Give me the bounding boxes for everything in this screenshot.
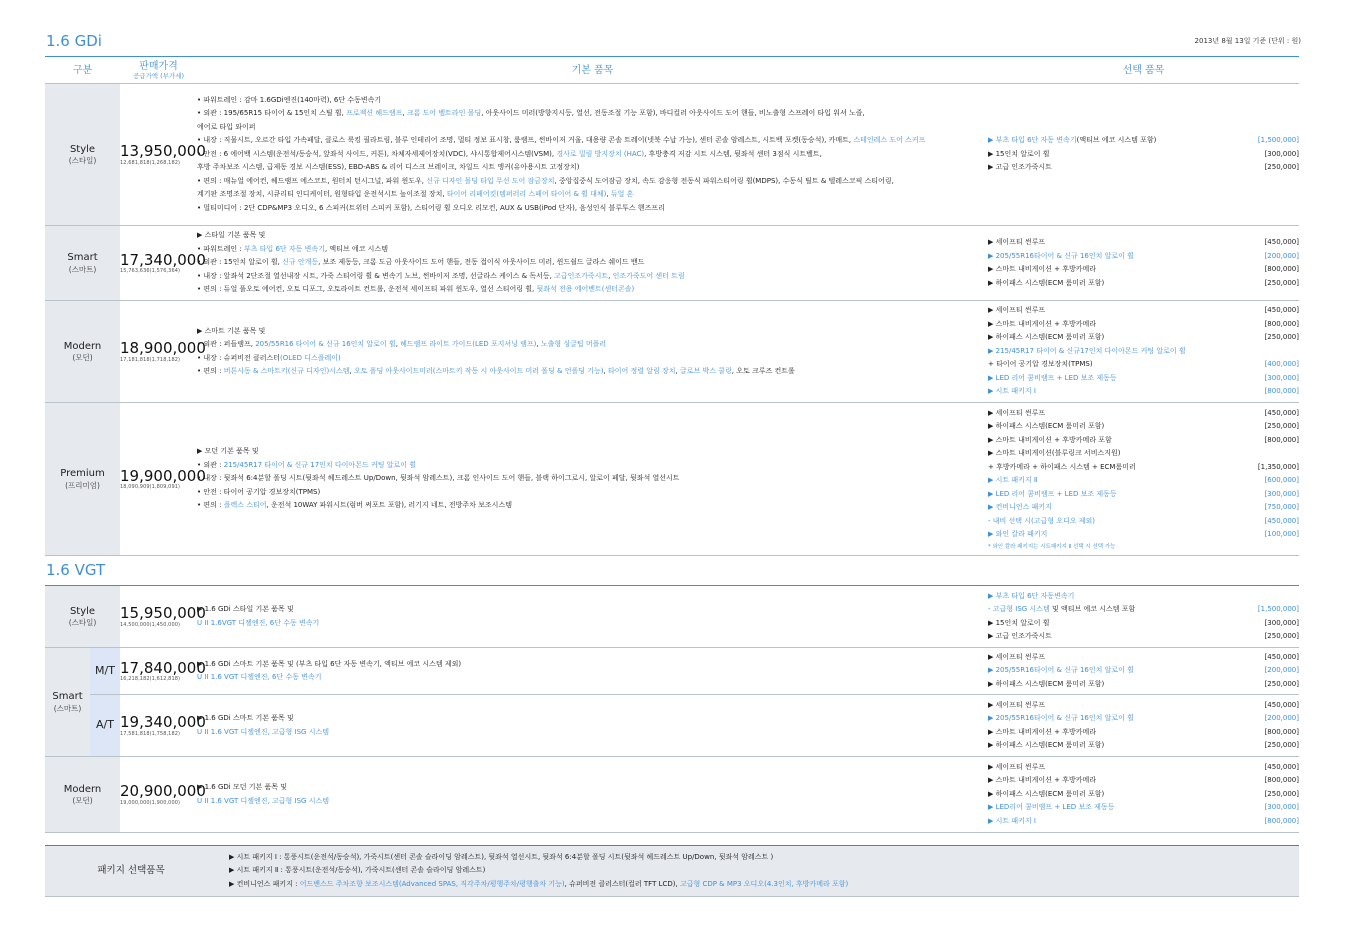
option-row: + 타이어 공기압 경보장치(TPMS) [400,000] [988,358,1299,372]
option-row: ▶ 부츠 타입 6단 자동변속기 [988,591,1075,600]
option-row: ▶ 205/55R16타이어 & 신규 16인치 알로이 휠 [200,000] [988,712,1299,726]
option-price: [800,000] [1264,265,1299,273]
option-price: [1,500,000] [1257,605,1299,613]
option-price: [200,000] [1264,251,1299,260]
item-line: • 편의 : 플렉스 스티어, 운전석 10WAY 파워시트(럼버 써포트 포함), 러기지 네트, 전방주차 보조시스템 [197,501,512,510]
option-row: ▶ 고급 인조가죽시트 [250,000] [988,630,1299,644]
item-line: 후방 주차보조 시스템, 급제동 경보 시스템(ESS), EBD-ABS & 리어 디스크 브레이크, 차일드 시트 앵커(유아용시트 고정장치) [197,163,580,172]
trim-name: Style [69,143,96,155]
trim-name-cell [45,301,120,403]
option-items [988,403,1299,556]
item-line: • 외관 : 퍼들램프, 205/55R16 타이어 & 신규 16인치 알로이 휠, 헤드램프 라이트 가이드(LED 포지셔닝 램프), 노출형 싱글팁 머플러 [197,340,607,348]
option-note: * 와인 칼라 패키지는 시트패키지 Ⅱ 선택 시 선택 가능 [988,543,1116,550]
option-row: ▶ 컨비니언스 패키지 [750,000] [988,501,1299,515]
trim-price: 19,900,000 [120,466,206,485]
option-row: ▶ 세이프티 썬루프 [450,000] [988,407,1299,421]
trim-name-cell [45,648,90,757]
option-row: ▶ 스마트 내비게이션 + 후방카메라 포함 [800,000] [988,434,1299,448]
item-line: ▶ 1.6 GDi 스타일 기본 품목 및 [197,605,294,613]
option-price: [450,000] [1264,238,1299,246]
option-row: - 내비 선택 시(고급형 오디오 제외) [450,000] [988,515,1299,529]
basic-items [197,226,988,301]
option-row: ▶ 하이패스 시스템(ECM 룸미러 포함) [250,000] [988,420,1299,434]
trim-subname: (모던) [72,796,93,806]
option-row: ▶ 세이프티 썬루프 [450,000] [988,761,1299,775]
item-line: • 외관 : 215/45R17 타이어 & 신규 17인치 다이아몬드 커팅 알로이 휠 [197,460,416,469]
item-line: • 안전 : 6 에어백 시스템(운전석/동승석, 앞좌석 사이드, 커튼), 차체자세제어장치(VDC), 샤시통합제어시스템(VSM), 경사로 밀림 방지장치 (HAC), 후방충격 저감 시트 시스템, 뒷좌석 센터 3점식 시트벨트, [197,149,822,158]
option-price: [250,000] [1264,278,1299,287]
trim-row [45,301,1299,403]
option-row: ▶ 시트 패키지 Ⅰ [800,000] [988,815,1299,829]
option-price: [250,000] [1264,632,1299,640]
item-line: • 외관 : 195/65R15 타이어 & 15인치 스틸 휠, 프로젝션 헤드램프, 크롬 도어 벨트라인 몰딩, 아웃사이드 미러(방향지시등, 열선, 전동조절 기능 포함), 바디컬러 아웃사이드 도어 핸들, 비노출형 스프레이 타입 워셔 노즐, [197,109,865,118]
option-row: ▶ LED 리어 콤비램프 + LED 보조 제동등 [300,000] [988,488,1299,502]
option-price: [450,000] [1264,408,1299,417]
basic-items [197,648,988,695]
option-price: [100,000] [1264,530,1299,538]
option-price: [800,000] [1264,319,1299,328]
trim-price-sub: 17,581,818(1,758,182) [120,730,181,737]
vgt-table [45,585,1299,833]
trim-subname: (스마트) [53,703,82,713]
option-items [988,695,1299,757]
trim-price-sub: 12,681,818(1,268,182) [120,159,181,166]
trim-price-cell [120,301,206,403]
trim-price-sub: 18,090,909(1,809,091) [120,484,181,490]
option-row: ▶ 하이패스 시스템(ECM 룸미러 포함) [250,000] [988,739,1299,753]
trim-price-cell [120,695,206,757]
option-row: ▶ 세이프티 썬루프 [450,000] [988,236,1299,250]
option-price: [200,000] [1264,666,1299,675]
item-line: ▶ 시트 패키지 Ⅰ : 통풍시트(운전석/동승석), 가죽시트(센터 콘솔 슬라이딩 암레스트), 뒷좌석 열선시트, 뒷좌석 6:4분할 폴딩 시트(뒷좌석 헤드레스트 Up/Down, 뒷좌석 암레스트 ) [229,852,774,861]
option-price: [300,000] [1264,149,1299,158]
option-row: ▶ 하이패스 시스템(ECM 룸미러 포함) [250,000] [988,331,1299,345]
item-line: • 멀티미디어 : 2단 CDP&MP3 오디오, 6 스피커(트위터 스피커 포함), 스티어링 휠 오디오 리모컨, AUX & USB(iPod 단자), 음성인식 블루투스 핸즈프리 [197,203,665,212]
item-line: U II 1.6 VGT 디젤엔진, 6단 수동 변속기 [197,673,322,681]
option-items [988,757,1299,833]
option-price: [450,000] [1264,762,1299,771]
option-items [988,586,1299,648]
trim-name: Style [69,605,96,617]
option-row: ▶ 세이프티 썬루프 [450,000] [988,651,1299,665]
option-row: ▶ LED리어 콤비램프 + LED 보조 제동등 [300,000] [988,801,1299,815]
option-row: ▶ 205/55R16타이어 & 신규 16인치 알로이 휠 [200,000] [988,664,1299,678]
option-items [988,301,1299,403]
trim-price-sub: 17,181,818(1,718,182) [120,356,181,363]
trim-price-sub: 14,500,000(1,450,000) [120,621,181,628]
trim-subname: (모던) [72,353,93,363]
option-price: [300,000] [1264,803,1299,812]
trim-name: Modern [63,783,102,795]
item-line: • 내장 : 뒷좌석 6:4분할 폴딩 시트(뒷좌석 헤드레스트 Up/Down, 뒷좌석 암레스트), 크롬 인사이드 도어 핸들, 블랙 하이그로시, 알로이 페달, 뒷좌석 열선시트 [197,474,680,483]
trim-name-cell [45,586,120,648]
trim-name-cell [45,84,120,226]
header-option: 선택 품목 [988,57,1299,84]
trim-price: 13,950,000 [120,142,206,160]
package-title: 패키지 선택품목 [45,846,217,897]
option-row: ▶ 하이패스 시스템(ECM 룸미러 포함) [250,000] [988,788,1299,802]
trim-name: Smart [52,691,83,703]
basic-items [197,586,988,648]
trim-name: Modern [63,340,102,352]
trim-row [45,226,1299,301]
trim-price: 19,340,000 [120,713,206,731]
option-price: [300,000] [1264,373,1299,382]
trim-price: 20,900,000 [120,782,206,800]
option-row: ▶ 스마트 내비게이션 + 후방카메라 [800,000] [988,726,1299,740]
option-row: ▶ 세이프티 썬루프 [450,000] [988,304,1299,318]
option-row: ▶ 하이패스 시스템(ECM 룸미러 포함) [250,000] [988,277,1299,291]
option-price: [800,000] [1264,816,1299,825]
option-items [988,226,1299,301]
item-line: ▶ 스타일 기본 품목 및 [197,231,266,240]
gdi-table [45,56,1299,556]
item-line: ▶ 모던 기본 품목 및 [197,447,259,456]
option-price: [250,000] [1264,163,1299,172]
item-line: • 편의 : 버튼시동 & 스마트키(신규 디자인)시스템, 오토 폴딩 아웃사이드미러(스마트키 작동 시 아웃사이드 미러 폴딩 & 언폴딩 기능), 타이어 정렬 알림 장치, 글로브 박스 쿨링, 오토 크루즈 컨트롤 [197,367,795,375]
header-category: 구분 [45,57,120,84]
vgt-style-row [45,586,1299,648]
header-price: 판매가격 공급가액 (부가세) [120,57,197,84]
option-price: [1,350,000] [1257,462,1299,471]
vgt-modern-row [45,757,1299,833]
option-price: [600,000] [1264,476,1299,484]
item-line: • 내장 : 직물시트, 오르간 타입 가속페달, 클로스 룩킹 필라트림, 블루 인테리어 조명, 멀티 정보 표시창, 룸램프, 썬바이저 거울, 대용량 콘솔 트레이(넷북 수납 가능), 센터 콘솔 암레스트, 시트백 포켓(동승석), 카매트, 스테인레스 도어 스커프 [197,136,926,145]
item-line: • 편의 : 듀얼 풀오토 에어컨, 오토 디포그, 오토라이트 컨트롤, 운전석 세이프티 파워 윈도우, 열선 스티어링 휠, 뒷좌석 전용 에어벤트(센터콘솔) [197,285,635,294]
option-price: [250,000] [1264,422,1299,430]
option-row: ▶ 부츠 타입 6단 자동 변속기(액티브 에코 시스템 포함) [1,500,000] [988,134,1299,148]
option-row: ▶ 와인 칼라 패키지 [100,000] [988,528,1299,542]
option-price: [250,000] [1264,679,1299,688]
option-row: ▶ 15인치 알로이 휠 [300,000] [988,617,1299,631]
option-price: [300,000] [1264,489,1299,498]
basic-items [197,403,988,556]
option-row: ▶ 하이패스 시스템(ECM 룸미러 포함) [250,000] [988,678,1299,692]
option-price: [800,000] [1264,387,1299,396]
date-note: 2013년 8월 13일 기준 (단위 : 원) [1194,37,1301,45]
package-row [45,846,1299,897]
option-items [988,84,1299,226]
option-row: ▶ 215/45R17 타이어 & 신규17인치 다이아몬드 커팅 알로이 휠 [988,346,1186,355]
item-line: U II 1.6VGT 디젤엔진, 6단 수동 변속기 [197,618,320,627]
section-title-gdi: 1.6 GDi [46,32,102,50]
trim-price-sub: 19,000,000(1,900,000) [120,799,181,806]
option-price: [200,000] [1264,714,1299,722]
trim-price-cell [120,757,206,833]
option-row: ▶ 스마트 내비게이션 + 후방카메라 [800,000] [988,318,1299,332]
trim-price-cell [120,403,206,556]
trim-price-cell [120,648,206,695]
item-line: • 내장 : 앞좌석 2단조절 열선내장 시트, 가죽 스티어링 휠 & 변속기 노브, 썬바이저 조명, 선글라스 케이스 & 독서등, 고급인조가죽시트, 인조가죽도어 센터 트림 [197,271,685,280]
option-row: ▶ 시트 패키지 Ⅰ [800,000] [988,385,1299,399]
option-row: ▶ 스마트 내비게이션 + 후방카메라 [800,000] [988,774,1299,788]
trim-subname: (프리미엄) [65,480,100,490]
option-price: [750,000] [1264,503,1299,511]
trim-price: 18,900,000 [120,339,206,357]
option-price: [450,000] [1264,652,1299,661]
option-price: [400,000] [1264,360,1299,369]
option-price: [1,500,000] [1257,136,1299,145]
transmission-mt: M/T [90,648,120,695]
trim-row [45,403,1299,556]
item-line: ▶ 1.6 GDi 스마트 기본 품목 및 (부츠 타입 6단 자동 변속기, 액티브 에코 시스템 제외) [197,659,462,668]
option-price: [450,000] [1264,306,1299,315]
option-row: ▶ LED 리어 콤비램프 + LED 보조 제동등 [300,000] [988,372,1299,386]
item-line: • 안전 : 타이어 공기압 경보장치(TPMS) [197,487,321,496]
trim-price-sub: 16,218,182(1,612,818) [120,676,181,682]
option-row: ▶ 15인치 알로이 휠 [300,000] [988,148,1299,162]
trim-name: Premium [60,468,105,480]
vgt-smart-mt-row [45,648,1299,695]
item-line: • 편의 : 매뉴얼 에어컨, 헤드램프 에스코트, 원터치 턴시그널, 파워 윈도우, 신규 디자인 몰딩 타입 무선 도어 잠금장치, 중앙집중식 도어잠금 장치, 속도 감응형 전동식 파워스티어링 휠(MDPS), 수동식 틸트 & 텔레스코픽 스티어링, [197,176,894,185]
item-line: U II 1.6 VGT 디젤엔진, 고급형 ISG 시스템 [197,796,329,805]
section-title-vgt: 1.6 VGT [46,561,106,579]
item-line: 에어로 타입 와이퍼 [197,122,256,131]
option-row: + 후방카메라 + 하이패스 시스템 + ECM룸미러 [1,350,000] [988,461,1299,475]
item-line: • 파워트레인 : 부츠 타입 6단 자동 변속기, 액티브 에코 시스템 [197,244,388,253]
trim-price-cell [120,226,206,301]
item-line: ▶ 1.6 GDi 모던 기본 품목 및 [197,783,287,791]
option-price: [800,000] [1264,435,1299,444]
option-price: [450,000] [1264,700,1299,709]
item-line: ▶ 1.6 GDi 스마트 기본 품목 및 [197,714,294,722]
transmission-at: A/T [90,695,120,757]
trim-price: 15,950,000 [120,604,206,622]
basic-items [197,84,988,226]
gdi-header-row [45,57,1299,84]
header-basic: 기본 품목 [197,57,988,84]
option-price: [300,000] [1264,618,1299,627]
item-line: ▶ 시트 패키지 Ⅱ : 통풍시트(운전석/동승석), 가죽시트(센터 콘솔 슬라이딩 암레스트) [229,866,486,875]
package-lines [217,846,1299,897]
option-row: ▶ 세이프티 썬루프 [450,000] [988,699,1299,713]
trim-name-cell [45,403,120,556]
item-line: • 내장 : 슈퍼비전 클러스터(OLED 디스플레이) [197,353,341,362]
option-price: [800,000] [1264,776,1299,785]
option-row: ▶ 스마트 내비게이션(블루링크 서비스지원) [988,449,1121,457]
trim-name: Smart [67,252,98,264]
trim-subname: (스타일) [68,156,97,166]
trim-name-cell [45,226,120,301]
option-price: [250,000] [1264,741,1299,749]
trim-price: 17,840,000 [120,658,206,677]
trim-subname: (스마트) [68,264,97,274]
option-row: ▶ 205/55R16타이어 & 신규 16인치 알로이 휠 [200,000] [988,250,1299,264]
item-line: 계기판 조명조절 장치, 시큐리티 인디케이터, 원형타입 운전석시트 높이조절 장치, 타이어 리페어킷(템퍼러리 스페어 타이어 & 휠 대체), 듀얼 혼 [197,190,634,199]
trim-row [45,84,1299,226]
trim-name-cell [45,757,120,833]
option-price: [250,000] [1264,333,1299,342]
item-line: • 파워트레인 : 감마 1.6GDi엔진(140마력), 6단 수동변속기 [197,95,382,104]
option-price: [450,000] [1264,516,1299,525]
basic-items [197,695,988,757]
vgt-smart-at-row [45,695,1299,757]
trim-price-cell [120,586,206,648]
option-price: [800,000] [1264,727,1299,736]
option-row: ▶ 시트 패키지 Ⅱ [600,000] [988,474,1299,488]
item-line: • 외관 : 15인치 알로이 휠, 신규 안개등, 보조 제동등, 크롬 도금 아웃사이드 도어 핸들, 전동 접이식 아웃사이드 미러, 윈드쉴드 글라스 쉐이드 밴드 [197,258,645,267]
package-table [45,845,1299,897]
trim-price-sub: 15,763,636(1,576,364) [120,268,181,274]
trim-price-cell [120,84,206,226]
item-line: U II 1.6 VGT 디젤엔진, 고급형 ISG 시스템 [197,727,329,736]
option-items [988,648,1299,695]
option-row: - 고급형 ISG 시스템 및 액티브 에코 시스템 포함 [1,500,000] [988,603,1299,617]
item-line: ▶ 컨비니언스 패키지 : 어드밴스드 주차조향 보조시스템(Advanced SPAS, 직각주차/평행주차/평행출차 기능), 슈퍼비전 클러스터(컬러 TFT LCD), 고급형 CDP & MP3 오디오(4.3인치, 후방카메라 포함) [229,879,849,888]
option-row: ▶ 스마트 내비게이션 + 후방카메라 [800,000] [988,263,1299,277]
basic-items [197,301,988,403]
item-line: ▶ 스마트 기본 품목 및 [197,326,266,335]
option-price: [250,000] [1264,789,1299,798]
basic-items [197,757,988,833]
option-row: ▶ 고급 인조가죽시트 [250,000] [988,161,1299,175]
trim-subname: (스타일) [68,618,97,628]
trim-price: 17,340,000 [120,250,206,269]
